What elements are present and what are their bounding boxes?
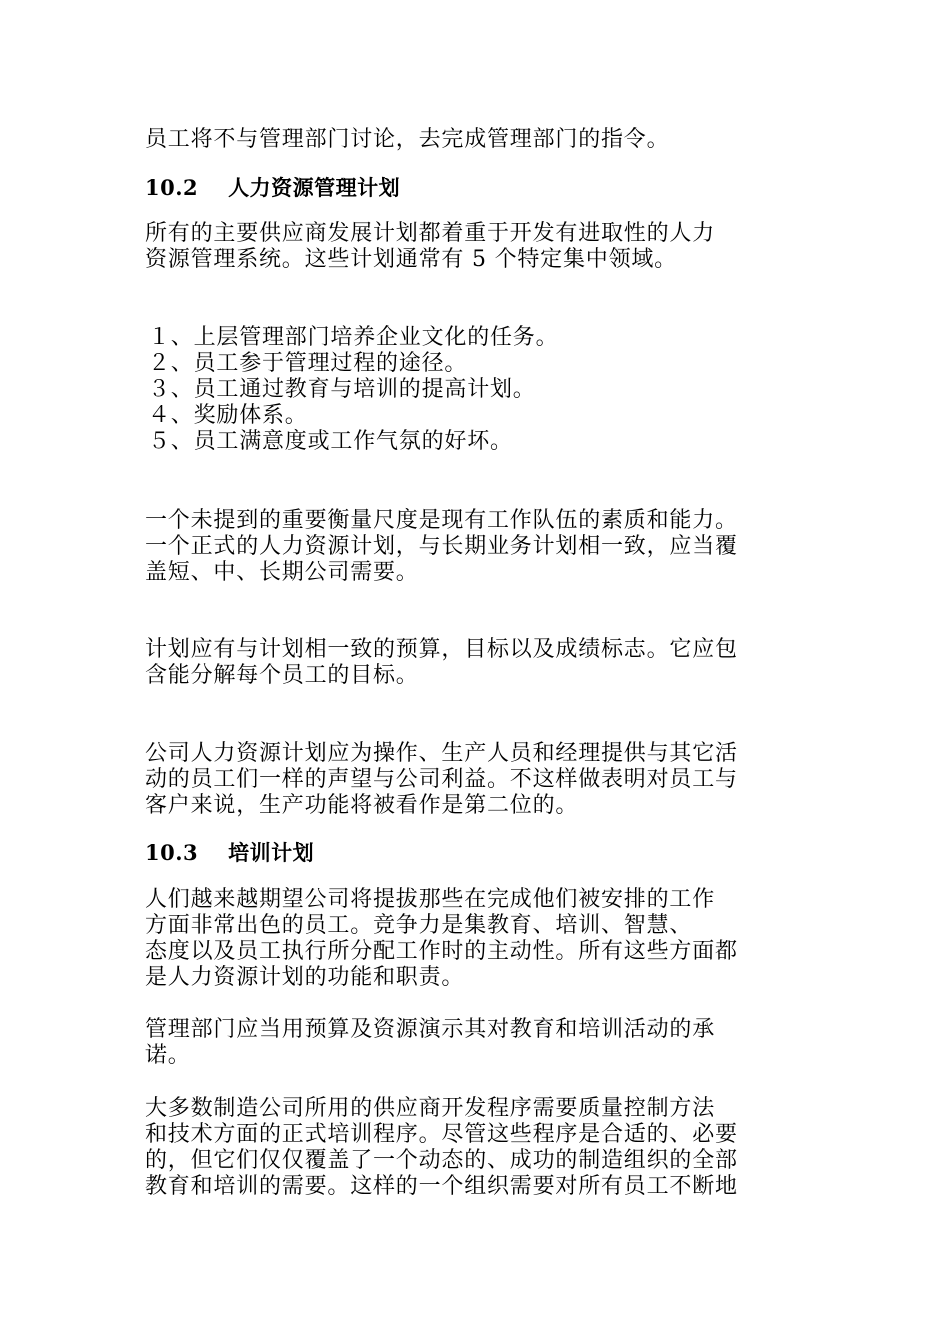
paragraph-line: 含能分解每个员工的目标。 [145, 663, 419, 688]
paragraph-line: 公司人力资源计划应为操作、生产人员和经理提供与其它活 [145, 741, 738, 766]
paragraph-line: 教育和培训的需要。这样的一个组织需要对所有员工不断地 [145, 1174, 738, 1199]
list-item: ３、员工通过教育与培训的提高计划。 [148, 377, 536, 402]
paragraph-line: 人们越来越期望公司将提拔那些在完成他们被安排的工作 [145, 887, 716, 912]
paragraph-line: 计划应有与计划相一致的预算，目标以及成绩标志。它应包 [145, 637, 738, 662]
paragraph-line: 盖短、中、长期公司需要。 [145, 560, 419, 585]
paragraph-line: 和技术方面的正式培训程序。尽管这些程序是合适的、必要 [145, 1122, 738, 1147]
list-item: ２、员工参于管理过程的途径。 [148, 351, 468, 376]
section-number: 10.3 [145, 840, 199, 865]
section-title: 人力资源管理计划 [228, 175, 401, 200]
paragraph-line: 客户来说，生产功能将被看作是第二位的。 [145, 793, 579, 818]
intro-line: 员工将不与管理部门讨论，去完成管理部门的指令。 [145, 127, 670, 152]
paragraph-line: 的，但它们仅仅覆盖了一个动态的、成功的制造组织的全部 [145, 1148, 738, 1173]
paragraph-line: 管理部门应当用预算及资源演示其对教育和培训活动的承 [145, 1017, 716, 1042]
list-item: １、上层管理部门培养企业文化的任务。 [148, 325, 559, 350]
section-heading-10-2 [145, 175, 400, 201]
paragraph-line: 一个未提到的重要衡量尺度是现有工作队伍的素质和能力。 [145, 508, 738, 533]
section-title: 培训计划 [228, 840, 315, 865]
paragraph-line: 大多数制造公司所用的供应商开发程序需要质量控制方法 [145, 1096, 716, 1121]
paragraph-line: 态度以及员工执行所分配工作时的主动性。所有这些方面都 [145, 939, 738, 964]
paragraph-line: 所有的主要供应商发展计划都着重于开发有进取性的人力 [145, 221, 716, 246]
section-heading-10-3 [145, 840, 314, 866]
paragraph-line: 诺。 [145, 1043, 191, 1068]
list-item: ５、员工满意度或工作气氛的好坏。 [148, 429, 513, 454]
paragraph-line: 动的员工们一样的声望与公司利益。不这样做表明对员工与 [145, 767, 738, 792]
list-item: ４、奖励体系。 [148, 403, 308, 428]
paragraph-line: 一个正式的人力资源计划，与长期业务计划相一致，应当覆 [145, 534, 738, 559]
paragraph-line: 方面非常出色的员工。竞争力是集教育、培训、智慧、 [145, 913, 693, 938]
section-number: 10.2 [145, 175, 199, 200]
paragraph-line: 是人力资源计划的功能和职责。 [145, 965, 465, 990]
paragraph-line: 资源管理系统。这些计划通常有 5 个特定集中领域。 [145, 247, 677, 272]
